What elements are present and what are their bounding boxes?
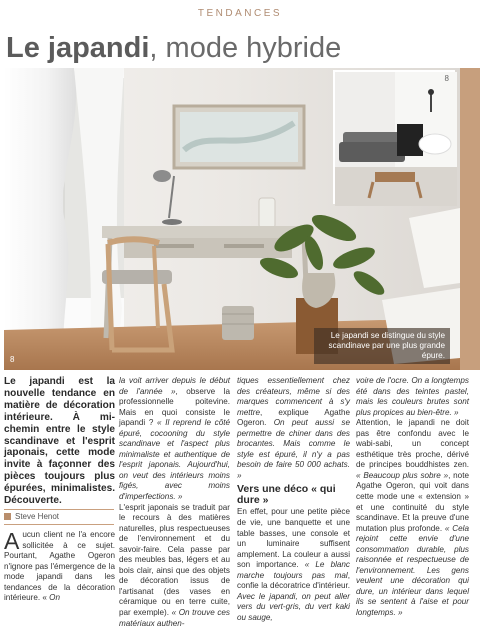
byline-rule-bottom bbox=[4, 524, 114, 525]
col2-p2-text: L'esprit japonais se traduit par le recours à des matières naturelles, plus respectueuses de l'environnement et du savoir-faire. Cela passe par des meubles bas, légers et au bois clair, ainsi que des objets de décoration issus de l'artisanat (des vases en céramique ou en terre cuite, par exemple). bbox=[119, 502, 230, 618]
col2-p2-italic: « On trouve ces matériaux authen- bbox=[119, 608, 230, 628]
intro-italic: On bbox=[46, 593, 61, 602]
col3-para-1 bbox=[237, 376, 350, 481]
lead-paragraph: Le japandi est la nouvelle tendance en matière de décoration intérieure. À mi-chemin entre le style scandinave et l'esprit japonais, cette mode invite à façonner des pièces toujours plus épurées, minimalistes. Découverte. bbox=[4, 376, 115, 507]
column-1 bbox=[4, 376, 115, 507]
col3-p1-italic: tiques essentiellement chez des créateurs, même si des marques commencent à s'y mettre bbox=[237, 376, 350, 417]
subheading: Vers une déco « qui dure » bbox=[237, 483, 336, 507]
col2-p1-italic: la voit arriver depuis le début de l'année » bbox=[119, 376, 230, 396]
col4-p2-italic: « Beaucoup plus sobre » bbox=[356, 470, 449, 480]
col4-p2-italic2: « Cela rejoint cette envie d'une consommation durable, plus raisonnée et respectueuse de l'environnement. Les gens veulent une décoration qui dure, un intérieur dans lequel ils se sentent à l'aise et pour longtemps. » bbox=[356, 523, 470, 618]
col2-para-2 bbox=[119, 503, 230, 629]
byline-square-icon bbox=[4, 513, 11, 520]
inset-photo bbox=[333, 70, 455, 204]
accent-strip bbox=[460, 68, 480, 370]
headline bbox=[6, 32, 341, 64]
headline-rest: , mode hybride bbox=[149, 32, 342, 64]
column-4 bbox=[356, 376, 469, 619]
col2-p1-rest: , observe la professionnelle poitevine. Mais en quoi consiste le japandi ? bbox=[119, 386, 230, 428]
col3-p2-italic2: Avec le japandi, on peut aller vers du vert-gris, du vert kaki ou sauge, bbox=[237, 591, 350, 622]
column-3 bbox=[237, 376, 350, 623]
col2-p1-quote: « Il reprend le côté épuré, cocooning du style scandinave et l'aspect plus minimaliste et authentique de l'esprit japonais. Aujourd'hui, on veut des intérieurs moins figés, avec moins d'imperfections. » bbox=[119, 418, 230, 502]
col3-p1-rest: , explique Agathe Ogeron. bbox=[237, 407, 350, 428]
photo-caption: Le japandi se distingue du style scandinave par une plus grande épure. bbox=[314, 328, 450, 364]
col3-p1-italic2: On peut aussi se permettre de chiner dans des brocantes. Mais comme le style est épuré, il n'y a pas besoin de faire 50 000 achats. » bbox=[237, 418, 350, 480]
col4-para-1 bbox=[356, 376, 469, 418]
byline bbox=[4, 512, 114, 521]
col3-p2-italic: « Le blanc marche toujours pas mal bbox=[237, 560, 350, 580]
col4-para-2 bbox=[356, 418, 469, 618]
col3-para-2 bbox=[237, 507, 350, 623]
col4-p2-text: Attention, le japandi ne doit pas être confondu avec le wabi-sabi, un concept esthétique très proche, dérivé de principes bouddhistes zen. bbox=[356, 418, 469, 470]
col3-p2-rest: , confie la décoratrice d'intérieur. bbox=[237, 570, 350, 591]
byline-rule-top bbox=[4, 509, 114, 510]
photo-number: 8 bbox=[10, 355, 15, 364]
dropcap: A bbox=[4, 528, 20, 554]
intro-paragraph bbox=[4, 530, 115, 604]
intro-text: ucun client ne l'a encore sollicitée à ce sujet. Pourtant, Agathe Ogeron n'ignore pas l'émergence de la mode japandi dans les tendances de la décoration intérieure. « bbox=[4, 530, 115, 602]
col4-p2-rest: , note Agathe Ogeron, qui voit dans cette mode une « extension » et une continuité du style scandinave. Et la preuve d'une mutation plus profonde. bbox=[356, 470, 469, 533]
col4-p1-italic: voire de l'ocre. On a longtemps été dans des teintes pastel, mais les couleurs brutes sont plus propices au bien-être. » bbox=[356, 376, 469, 417]
inset-number: 8 bbox=[444, 74, 449, 83]
living-room-illustration bbox=[335, 72, 457, 206]
byline-author: Steve Henot bbox=[15, 512, 60, 521]
col3-p2-text: En effet, pour une petite pièce de vie, une banquette et une table basses, une console et un luminaire suffisent amplement. La couleur a aussi son importance. bbox=[237, 507, 350, 570]
section-kicker: TENDANCES bbox=[197, 8, 283, 19]
col2-para-1 bbox=[119, 376, 230, 503]
headline-bold: Le japandi bbox=[6, 32, 150, 64]
column-2 bbox=[119, 376, 230, 629]
